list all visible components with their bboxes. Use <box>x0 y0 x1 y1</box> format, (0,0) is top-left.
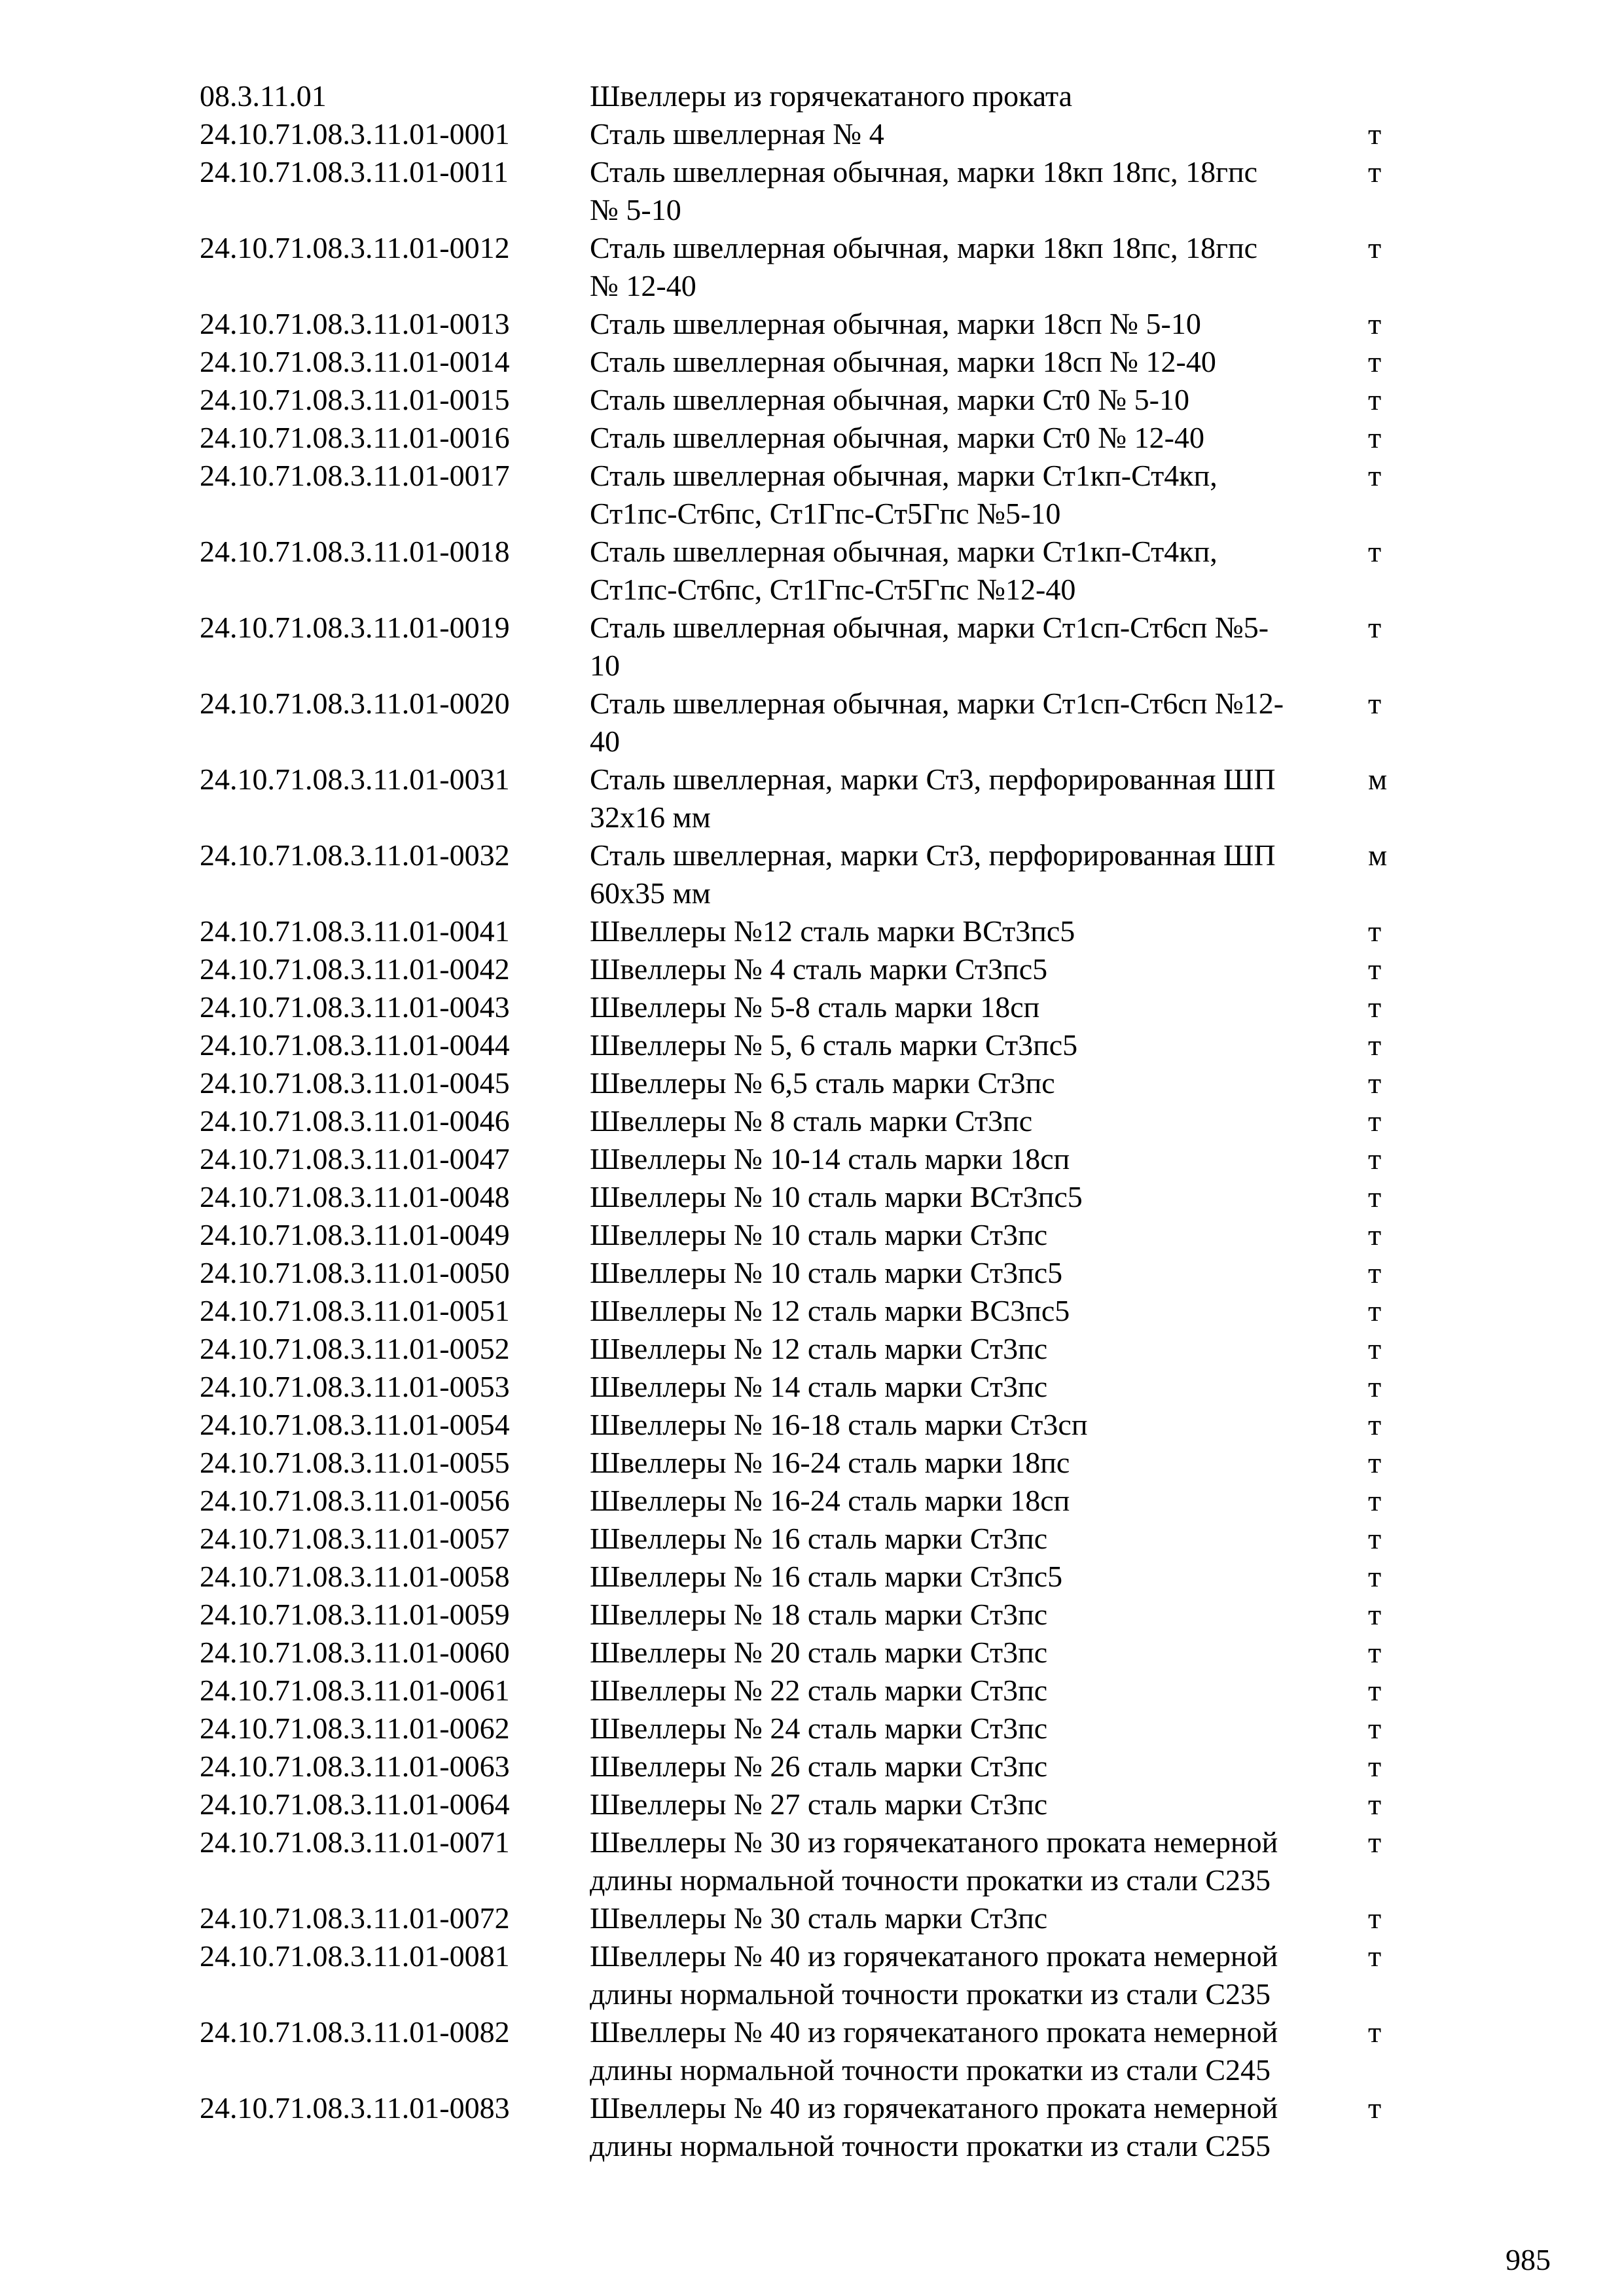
resource-description: Швеллеры № 18 сталь марки Ст3пс <box>590 1598 1048 1631</box>
resource-code: 24.10.71.08.3.11.01-0064 <box>200 1787 510 1821</box>
resource-code: 24.10.71.08.3.11.01-0052 <box>200 1332 510 1365</box>
table-row <box>200 343 1430 381</box>
resource-description: Швеллеры № 16-18 сталь марки Ст3сп <box>590 1408 1088 1441</box>
unit-of-measure: т <box>1368 1370 1382 1403</box>
unit-of-measure: т <box>1368 117 1382 151</box>
resource-code: 24.10.71.08.3.11.01-0044 <box>200 1028 510 1062</box>
resource-code: 24.10.71.08.3.11.01-0049 <box>200 1218 510 1251</box>
resource-code: 24.10.71.08.3.11.01-0015 <box>200 383 510 416</box>
unit-of-measure: т <box>1368 1674 1382 1707</box>
resource-description: Швеллеры № 10 сталь марки Ст3пс5 <box>590 1256 1063 1289</box>
table-row <box>200 1140 1430 1178</box>
resource-description: Сталь швеллерная обычная, марки Ст1кп-Ст4кп, Ст1пс-Ст6пс, Ст1Гпс-Ст5Гпс №5-10 <box>590 459 1218 530</box>
table-row <box>200 1026 1430 1064</box>
unit-of-measure: т <box>1368 1560 1382 1593</box>
table-row <box>200 988 1430 1026</box>
resource-code: 24.10.71.08.3.11.01-0014 <box>200 345 510 378</box>
unit-of-measure: т <box>1368 687 1382 720</box>
resource-code: 24.10.71.08.3.11.01-0057 <box>200 1522 510 1555</box>
resource-description: Швеллеры № 12 сталь марки Ст3пс <box>590 1332 1048 1365</box>
resource-code: 24.10.71.08.3.11.01-0054 <box>200 1408 510 1441</box>
resource-description: Сталь швеллерная обычная, марки 18кп 18пс, 18гпс № 5-10 <box>590 155 1258 226</box>
unit-of-measure: т <box>1368 611 1382 644</box>
unit-of-measure: м <box>1368 838 1388 872</box>
resource-description: Швеллеры № 10-14 сталь марки 18сп <box>590 1142 1070 1175</box>
resource-code: 24.10.71.08.3.11.01-0012 <box>200 231 510 264</box>
table-row <box>200 2013 1430 2089</box>
unit-of-measure: т <box>1368 1787 1382 1821</box>
resource-description: Швеллеры № 20 сталь марки Ст3пс <box>590 1636 1048 1669</box>
resource-description: Швеллеры № 40 из горячекатаного проката немерной длины нормальной точности прокатки из стали С255 <box>590 2091 1278 2162</box>
table-row <box>200 1064 1430 1102</box>
unit-of-measure: т <box>1368 1484 1382 1517</box>
resource-code: 24.10.71.08.3.11.01-0050 <box>200 1256 510 1289</box>
resource-description: Швеллеры № 10 сталь марки ВСт3пс5 <box>590 1180 1083 1213</box>
table-row <box>200 1785 1430 1823</box>
table-row <box>200 1710 1430 1748</box>
resource-code: 24.10.71.08.3.11.01-0060 <box>200 1636 510 1669</box>
table-row <box>200 305 1430 343</box>
resource-description: Швеллеры № 5-8 сталь марки 18сп <box>590 990 1040 1024</box>
table-row <box>200 1748 1430 1785</box>
resource-description: Швеллеры № 8 сталь марки Ст3пс <box>590 1104 1033 1138</box>
resource-code: 24.10.71.08.3.11.01-0046 <box>200 1104 510 1138</box>
unit-of-measure: т <box>1368 1636 1382 1669</box>
resource-code: 24.10.71.08.3.11.01-0042 <box>200 952 510 986</box>
resource-code: 24.10.71.08.3.11.01-0061 <box>200 1674 510 1707</box>
unit-of-measure: т <box>1368 1522 1382 1555</box>
resource-code: 24.10.71.08.3.11.01-0011 <box>200 155 509 188</box>
table-row <box>200 1899 1430 1937</box>
table-row <box>200 1520 1430 1558</box>
resource-description: Швеллеры № 12 сталь марки ВС3пс5 <box>590 1294 1070 1327</box>
section-header-row <box>200 77 1430 115</box>
resource-description: Швеллеры № 40 из горячекатаного проката немерной длины нормальной точности прокатки из стали С245 <box>590 2015 1278 2087</box>
unit-of-measure: т <box>1368 1749 1382 1783</box>
resource-code: 24.10.71.08.3.11.01-0041 <box>200 914 510 948</box>
resource-code: 24.10.71.08.3.11.01-0053 <box>200 1370 510 1403</box>
resource-code: 24.10.71.08.3.11.01-0019 <box>200 611 510 644</box>
resource-code: 24.10.71.08.3.11.01-0013 <box>200 307 510 340</box>
resource-description: Сталь швеллерная обычная, марки Ст0 № 5-10 <box>590 383 1190 416</box>
table-row <box>200 685 1430 761</box>
resource-description: Сталь швеллерная обычная, марки 18сп № 12-40 <box>590 345 1216 378</box>
table-row <box>200 1368 1430 1406</box>
unit-of-measure: т <box>1368 535 1382 568</box>
table-row <box>200 836 1430 912</box>
resource-code: 24.10.71.08.3.11.01-0082 <box>200 2015 510 2049</box>
resource-code: 24.10.71.08.3.11.01-0072 <box>200 1901 510 1935</box>
unit-of-measure: т <box>1368 1332 1382 1365</box>
table-row <box>200 1937 1430 2013</box>
resource-description: Швеллеры № 16-24 сталь марки 18сп <box>590 1484 1070 1517</box>
unit-of-measure: т <box>1368 1294 1382 1327</box>
resource-code: 24.10.71.08.3.11.01-0001 <box>200 117 510 151</box>
resource-code: 24.10.71.08.3.11.01-0083 <box>200 2091 510 2125</box>
unit-of-measure: т <box>1368 1446 1382 1479</box>
table-row <box>200 115 1430 153</box>
resource-code: 24.10.71.08.3.11.01-0017 <box>200 459 510 492</box>
unit-of-measure: т <box>1368 1408 1382 1441</box>
unit-of-measure: т <box>1368 1104 1382 1138</box>
resource-code: 24.10.71.08.3.11.01-0031 <box>200 762 510 796</box>
resource-description: Швеллеры № 16-24 сталь марки 18пс <box>590 1446 1070 1479</box>
unit-of-measure: т <box>1368 1180 1382 1213</box>
table-row <box>200 2089 1430 2165</box>
unit-of-measure: т <box>1368 952 1382 986</box>
resource-description: Сталь швеллерная обычная, марки 18сп № 5-10 <box>590 307 1201 340</box>
resource-code: 24.10.71.08.3.11.01-0062 <box>200 1712 510 1745</box>
table-row <box>200 1292 1430 1330</box>
table-row <box>200 1596 1430 1634</box>
resource-description: Швеллеры № 26 сталь марки Ст3пс <box>590 1749 1048 1783</box>
resource-description: Швеллеры № 24 сталь марки Ст3пс <box>590 1712 1048 1745</box>
table-row <box>200 1102 1430 1140</box>
unit-of-measure: т <box>1368 345 1382 378</box>
resource-code: 24.10.71.08.3.11.01-0045 <box>200 1066 510 1100</box>
resource-description: Сталь швеллерная обычная, марки 18кп 18пс, 18гпс № 12-40 <box>590 231 1258 302</box>
unit-of-measure: т <box>1368 421 1382 454</box>
table-row <box>200 1634 1430 1672</box>
unit-of-measure: м <box>1368 762 1388 796</box>
unit-of-measure: т <box>1368 1712 1382 1745</box>
unit-of-measure: т <box>1368 990 1382 1024</box>
table-row <box>200 1178 1430 1216</box>
resource-code: 24.10.71.08.3.11.01-0056 <box>200 1484 510 1517</box>
resource-description: Сталь швеллерная № 4 <box>590 117 884 151</box>
resource-code: 24.10.71.08.3.11.01-0063 <box>200 1749 510 1783</box>
resource-description: Сталь швеллерная обычная, марки Ст0 № 12-40 <box>590 421 1205 454</box>
resource-description: Швеллеры из горячекатаного проката <box>590 79 1073 113</box>
table-row <box>200 1330 1430 1368</box>
unit-of-measure: т <box>1368 1142 1382 1175</box>
resource-description: Швеллеры № 27 сталь марки Ст3пс <box>590 1787 1048 1821</box>
resource-description: Швеллеры № 16 сталь марки Ст3пс5 <box>590 1560 1063 1593</box>
unit-of-measure: т <box>1368 1256 1382 1289</box>
table-row <box>200 1558 1430 1596</box>
table-row <box>200 609 1430 685</box>
resource-description: Швеллеры № 5, 6 сталь марки Ст3пс5 <box>590 1028 1078 1062</box>
table-row <box>200 761 1430 836</box>
resource-code: 24.10.71.08.3.11.01-0032 <box>200 838 510 872</box>
resource-code: 24.10.71.08.3.11.01-0018 <box>200 535 510 568</box>
resource-description: Сталь швеллерная, марки Ст3, перфорированная ШП 32x16 мм <box>590 762 1276 834</box>
resource-code: 24.10.71.08.3.11.01-0071 <box>200 1825 510 1859</box>
unit-of-measure: т <box>1368 1218 1382 1251</box>
resource-code: 08.3.11.01 <box>200 79 327 113</box>
table-row <box>200 1216 1430 1254</box>
unit-of-measure: т <box>1368 2091 1382 2125</box>
table-row <box>200 457 1430 533</box>
resource-code: 24.10.71.08.3.11.01-0043 <box>200 990 510 1024</box>
resource-description: Швеллеры № 4 сталь марки Ст3пс5 <box>590 952 1048 986</box>
unit-of-measure: т <box>1368 155 1382 188</box>
resource-description: Швеллеры № 30 сталь марки Ст3пс <box>590 1901 1048 1935</box>
resource-code: 24.10.71.08.3.11.01-0048 <box>200 1180 510 1213</box>
resource-code: 24.10.71.08.3.11.01-0020 <box>200 687 510 720</box>
unit-of-measure: т <box>1368 1028 1382 1062</box>
resource-code: 24.10.71.08.3.11.01-0059 <box>200 1598 510 1631</box>
table-row <box>200 950 1430 988</box>
unit-of-measure: т <box>1368 383 1382 416</box>
resource-description: Сталь швеллерная, марки Ст3, перфорированная ШП 60x35 мм <box>590 838 1276 910</box>
unit-of-measure: т <box>1368 1066 1382 1100</box>
table-row <box>200 1823 1430 1899</box>
table-row <box>200 419 1430 457</box>
resource-description: Сталь швеллерная обычная, марки Ст1кп-Ст4кп, Ст1пс-Ст6пс, Ст1Гпс-Ст5Гпс №12-40 <box>590 535 1218 606</box>
table-row <box>200 153 1430 229</box>
resource-code: 24.10.71.08.3.11.01-0051 <box>200 1294 510 1327</box>
resource-description: Сталь швеллерная обычная, марки Ст1сп-Ст6сп №12- 40 <box>590 687 1284 758</box>
table-row <box>200 533 1430 609</box>
resource-code: 24.10.71.08.3.11.01-0058 <box>200 1560 510 1593</box>
table-row <box>200 1672 1430 1710</box>
unit-of-measure: т <box>1368 1939 1382 1973</box>
unit-of-measure: т <box>1368 1598 1382 1631</box>
resource-description: Швеллеры № 14 сталь марки Ст3пс <box>590 1370 1048 1403</box>
table-row <box>200 381 1430 419</box>
table-row <box>200 912 1430 950</box>
resource-description: Швеллеры № 30 из горячекатаного проката немерной длины нормальной точности прокатки из стали С235 <box>590 1825 1278 1897</box>
resource-code: 24.10.71.08.3.11.01-0047 <box>200 1142 510 1175</box>
unit-of-measure: т <box>1368 1825 1382 1859</box>
resource-description: Швеллеры № 6,5 сталь марки Ст3пс <box>590 1066 1055 1100</box>
unit-of-measure: т <box>1368 307 1382 340</box>
page-number: 985 <box>1506 2243 1551 2276</box>
resource-description: Швеллеры № 22 сталь марки Ст3пс <box>590 1674 1048 1707</box>
table-row <box>200 1406 1430 1444</box>
table-row <box>200 1444 1430 1482</box>
table-row <box>200 1482 1430 1520</box>
unit-of-measure: т <box>1368 459 1382 492</box>
resource-description: Швеллеры № 16 сталь марки Ст3пс <box>590 1522 1048 1555</box>
resource-code: 24.10.71.08.3.11.01-0055 <box>200 1446 510 1479</box>
unit-of-measure: т <box>1368 231 1382 264</box>
resource-description: Швеллеры №12 сталь марки ВСт3пс5 <box>590 914 1075 948</box>
catalog-table <box>200 77 1430 2165</box>
resource-description: Сталь швеллерная обычная, марки Ст1сп-Ст6сп №5- 10 <box>590 611 1269 682</box>
resource-description: Швеллеры № 40 из горячекатаного проката немерной длины нормальной точности прокатки из стали С235 <box>590 1939 1278 2011</box>
table-row <box>200 1254 1430 1292</box>
unit-of-measure: т <box>1368 2015 1382 2049</box>
unit-of-measure: т <box>1368 1901 1382 1935</box>
resource-description: Швеллеры № 10 сталь марки Ст3пс <box>590 1218 1048 1251</box>
resource-code: 24.10.71.08.3.11.01-0081 <box>200 1939 510 1973</box>
table-row <box>200 229 1430 305</box>
unit-of-measure: т <box>1368 914 1382 948</box>
resource-code: 24.10.71.08.3.11.01-0016 <box>200 421 510 454</box>
